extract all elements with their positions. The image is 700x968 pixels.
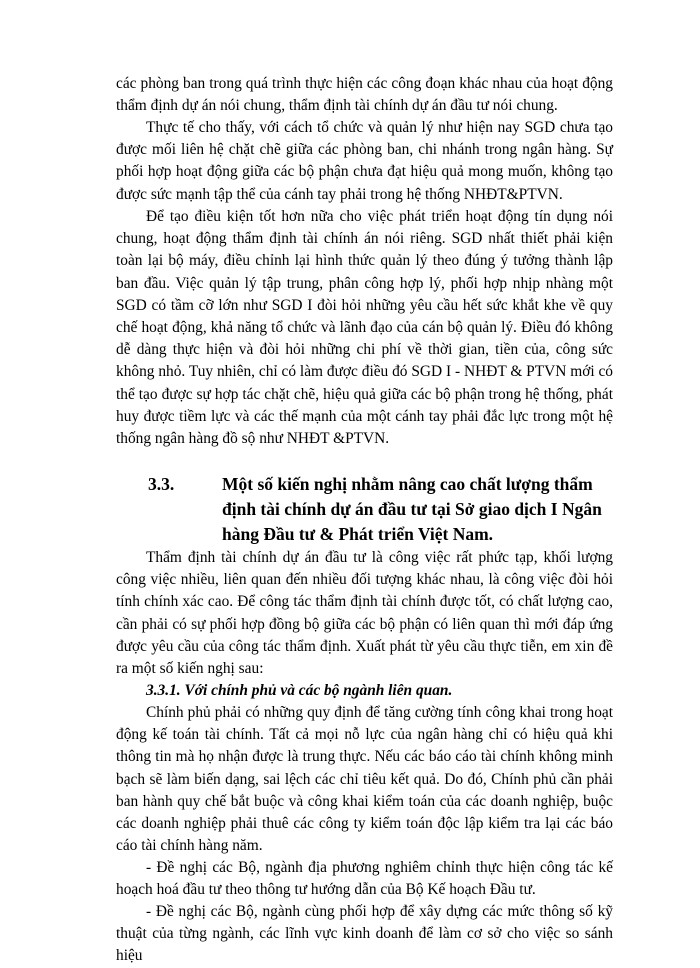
- subsection-title: 3.3.1. Với chính phủ và các bộ ngành liên quan.: [146, 682, 453, 699]
- paragraph-reality: Thực tế cho thấy, với cách tổ chức và quản lý như hiện nay SGD chưa tạo được mối liên hệ chặt chẽ giữa các phòng ban, chi nhánh trong ngân hàng. Sự phối hợp hoạt động giữa các bộ phận chưa đạt hiệu quả mong muốn, không tạo được sức mạnh tập thể của cánh tay phải trong hệ thống NHĐT&PTVN.: [116, 119, 613, 203]
- section-number: 3.3.: [148, 474, 175, 494]
- subsection-body: Chính phủ phải có những quy định để tăng cường tính công khai trong hoạt động kế toán tài chính. Tất cả mọi nỗ lực của ngân hàng chỉ có hiệu quả khi thông tin mà họ nhận được là trung thực. Nếu các báo cáo tài chính không minh bạch sẽ làm biến dạng, sai lệch các chỉ tiêu kết quả. Do đó, Chính phủ cần phải ban hành quy chế bắt buộc và công khai kiểm toán của các doanh nghiệp, buộc các doanh nghiệp phải thuê các công ty kiểm toán độc lập kiểm tra lại các báo cáo tài chính hàng năm.: [116, 704, 613, 855]
- bullet-paragraph: - Đề nghị các Bộ, ngành cùng phối hợp để xây dựng các mức thông số kỹ thuật của từng ngành, các lĩnh vực kinh doanh để làm cơ sở cho việc so sánh hiệu: [116, 903, 613, 965]
- paragraph-conditions: Để tạo điều kiện tốt hơn nữa cho việc phát triển hoạt động tín dụng nói chung, hoạt động thẩm định tài chính án nói riêng. SGD nhất thiết phải kiện toàn lại bộ máy, điều chỉnh lại hình thức quản lý theo đúng ý tưởng thành lập ban đầu. Việc quản lý tập trung, phân công hợp lý, phối hợp nhịp nhàng một SGD có tầm cỡ lớn như SGD I đòi hỏi những yêu cầu hết sức khắt khe về quy chế hoạt động, khả năng tổ chức và lãnh đạo của cán bộ quản lý. Điều đó không dễ dàng thực hiện và đòi hỏi những chi phí về thời gian, tiền của, công sức không nhỏ. Tuy nhiên, chỉ có làm được điều đó SGD I - NHĐT & PTVN mới có thể tạo được sự hợp tác chặt chẽ, hiệu quả giữa các bộ phận trong hệ thống, phát huy được tiềm lực và các thế mạnh của một cánh tay phải đắc lực trong một hệ thống ngân hàng đồ sộ như NHĐT &PTVN.: [116, 208, 613, 448]
- section-title: Một số kiến nghị nhằm nâng cao chất lượng thẩm định tài chính dự án đầu tư tại Sở giao dịch I Ngân hàng Đầu tư & Phát triển Việt Nam.: [222, 474, 602, 544]
- bullet-paragraph: - Đề nghị các Bộ, ngành địa phương nghiêm chỉnh thực hiện công tác kế hoạch hoá đầu tư theo thông tư hướng dẫn của Bộ Kế hoạch Đầu tư.: [116, 859, 613, 899]
- paragraph-continuation: các phòng ban trong quá trình thực hiện các công đoạn khác nhau của hoạt động thẩm định dự án nói chung, thẩm định tài chính dự án đầu tư nói chung.: [116, 75, 613, 115]
- section-intro-paragraph: Thẩm định tài chính dự án đầu tư là công việc rất phức tạp, khối lượng công việc nhiều, liên quan đến nhiều đối tượng khác nhau, là công việc đòi hỏi tính chính xác cao. Để công tác thẩm định tài chính được tốt, có chất lượng cao, cần phải có sự phối hợp đồng bộ giữa các bộ phận có liên quan thì mới đáp ứng được yêu cầu của công tác thẩm định. Xuất phát từ yêu cầu thực tiễn, em xin đề ra một số kiến nghị sau:: [116, 549, 613, 678]
